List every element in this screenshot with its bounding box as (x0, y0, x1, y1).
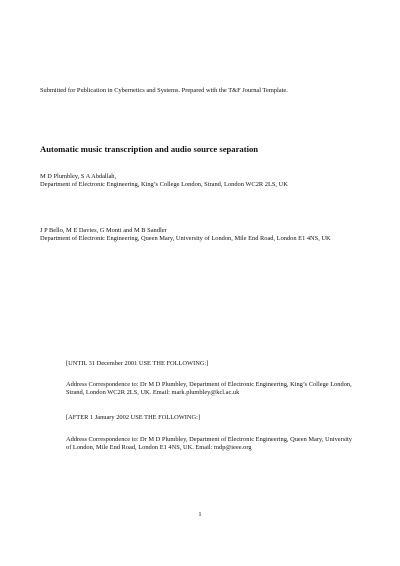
submission-note: Submitted for Publication in Cybernetics and Systems. Prepared with the T&F Journal Template. (40, 87, 288, 94)
correspondence-address-until: Address Correspondence to: Dr M D Plumbley, Department of Electronic Engineering, King’s College London, Strand, London WC2R 2LS, UK. Email: mark.plumbley@kcl.ac.uk (66, 381, 352, 397)
paper-title: Automatic music transcription and audio source separation (40, 144, 259, 154)
author-group-1-affiliation: Department of Electronic Engineering, King’s College London, Strand, London WC2R 2LS, UK (40, 181, 288, 188)
author-group-1-names: M D Plumbley, S A Abdallah, (40, 173, 117, 180)
correspondence-after-label: [AFTER 1 January 2002 USE THE FOLLOWING:] (66, 414, 201, 421)
author-group-2-affiliation: Department of Electronic Engineering, Queen Mary, University of London, Mile End Road, London E1 4NS, UK (40, 235, 331, 242)
author-group-2-names: J P Bello, M E Davies, G Monti and M B Sandler (40, 227, 167, 234)
correspondence-address-after: Address Correspondence to: Dr M D Plumbley, Department of Electronic Engineering, Queen Mary, University of London, Mile End Road, London E1 4NS, UK. Email: mdp@ieee.org (66, 436, 352, 452)
correspondence-until-label: [UNTIL 31 December 2001 USE THE FOLLOWING:] (66, 360, 209, 367)
page-number: 1 (198, 511, 202, 518)
